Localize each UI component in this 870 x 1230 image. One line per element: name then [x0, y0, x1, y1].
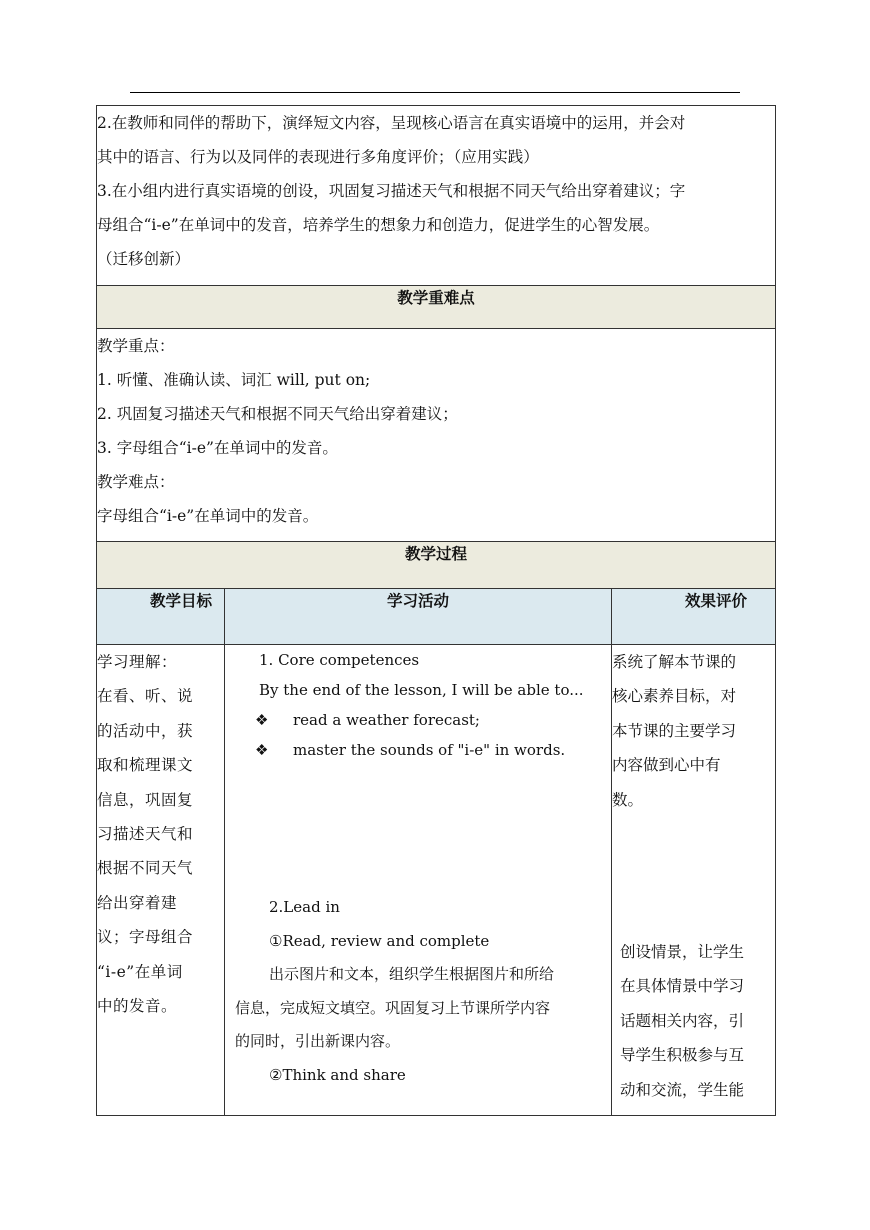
column-header-evaluation: 效果评价 — [612, 589, 776, 645]
goal-line: 议；字母组合 — [97, 928, 194, 947]
bullet-item — [225, 705, 611, 735]
goal-line: “i-e”在单词 — [97, 962, 183, 981]
key-points-heading: 教学重难点 — [97, 286, 776, 329]
goal-line: 取和梳理课文 — [97, 756, 194, 775]
diamond-bullet-icon: ❖ — [255, 741, 269, 759]
activity1-title: 1. Core competences — [259, 651, 420, 669]
goal-line: 在看、听、说 — [97, 687, 194, 706]
activity2-desc-line: 的同时，引出新课内容。 — [235, 1032, 401, 1050]
eval-line: 动和交流，学生能 — [620, 1080, 745, 1099]
eval-line: 系统了解本节课的 — [612, 653, 737, 671]
key-points-cell — [97, 329, 776, 542]
goal-line: 中的发音。 — [97, 997, 178, 1016]
goal-line: 信息，巩固复 — [97, 790, 194, 809]
eval2-block — [620, 935, 767, 1107]
header-rule — [130, 92, 740, 93]
activity2-step2: ②Think and share — [269, 1065, 406, 1084]
eval-line: 导学生积极参与互 — [620, 1046, 745, 1065]
key-points-row — [97, 329, 776, 542]
objectives-row — [97, 106, 776, 286]
diamond-bullet-icon: ❖ — [255, 711, 269, 729]
evaluation-cell — [612, 645, 776, 1116]
objective-line: 2.在教师和同伴的帮助下，演绎短文内容，呈现核心语言在真实语境中的运用，并会对 — [97, 114, 686, 132]
bullet-item — [225, 735, 611, 765]
eval-line: 在具体情景中学习 — [620, 977, 745, 996]
lesson-plan-table — [96, 105, 776, 1116]
goal-line: 根据不同天气 — [97, 859, 194, 878]
eval-line: 本节课的主要学习 — [612, 721, 737, 740]
key-points-heading-row — [97, 286, 776, 329]
goal-line: 给出穿着建 — [97, 893, 178, 912]
goal-line: 习描述天气和 — [97, 825, 194, 844]
column-header-activities: 学习活动 — [225, 589, 612, 645]
goals-cell — [97, 645, 225, 1116]
goal-line: 的活动中，获 — [97, 721, 194, 740]
activity2-title: 2.Lead in — [269, 898, 340, 916]
eval-line: 话题相关内容，引 — [620, 1011, 745, 1030]
bullet-text: read a weather forecast; — [293, 711, 480, 729]
key-point-line: 3. 字母组合“i-e”在单词中的发音。 — [97, 439, 338, 457]
objective-line: 母组合“i-e”在单词中的发音，培养学生的想象力和创造力，促进学生的心智发展。 — [97, 216, 660, 234]
eval-line: 创设情景，让学生 — [620, 943, 745, 961]
process-heading-row — [97, 542, 776, 589]
eval-line: 内容做到心中有 — [612, 756, 721, 775]
goal-line: 学习理解： — [97, 653, 178, 671]
activities-cell — [225, 645, 612, 1116]
activity2-block — [235, 891, 603, 1092]
activity2-step1: ①Read, review and complete — [269, 931, 490, 950]
objective-line: 3.在小组内进行真实语境的创设，巩固复习描述天气和根据不同天气给出穿着建议；字 — [97, 182, 686, 200]
bullet-text: master the sounds of "i-e" in words. — [293, 741, 566, 759]
activity2-desc-line: 出示图片和文本，组织学生根据图片和所给 — [269, 965, 555, 983]
objectives-cell — [97, 106, 776, 286]
process-columns-row — [97, 589, 776, 645]
key-point-line: 2. 巩固复习描述天气和根据不同天气给出穿着建议； — [97, 405, 458, 423]
objective-line: 其中的语言、行为以及同伴的表现进行多角度评价；（应用实践） — [97, 148, 539, 166]
eval-line: 数。 — [612, 790, 644, 809]
activity1-intro: By the end of the lesson, I will be able to... — [259, 681, 584, 699]
activity2-desc-line: 信息，完成短文填空。巩固复习上节课所学内容 — [235, 998, 551, 1017]
key-point-line: 教学难点： — [97, 473, 175, 491]
key-point-line: 字母组合“i-e”在单词中的发音。 — [97, 507, 319, 525]
eval-line: 核心素养目标，对 — [612, 687, 737, 706]
objective-line: （迁移创新） — [97, 250, 191, 268]
column-header-goals: 教学目标 — [97, 589, 225, 645]
process-heading: 教学过程 — [97, 542, 776, 589]
key-point-line: 1. 听懂、准确认读、词汇 will, put on; — [97, 371, 371, 389]
key-point-line: 教学重点： — [97, 337, 175, 355]
process-row — [97, 645, 776, 1116]
